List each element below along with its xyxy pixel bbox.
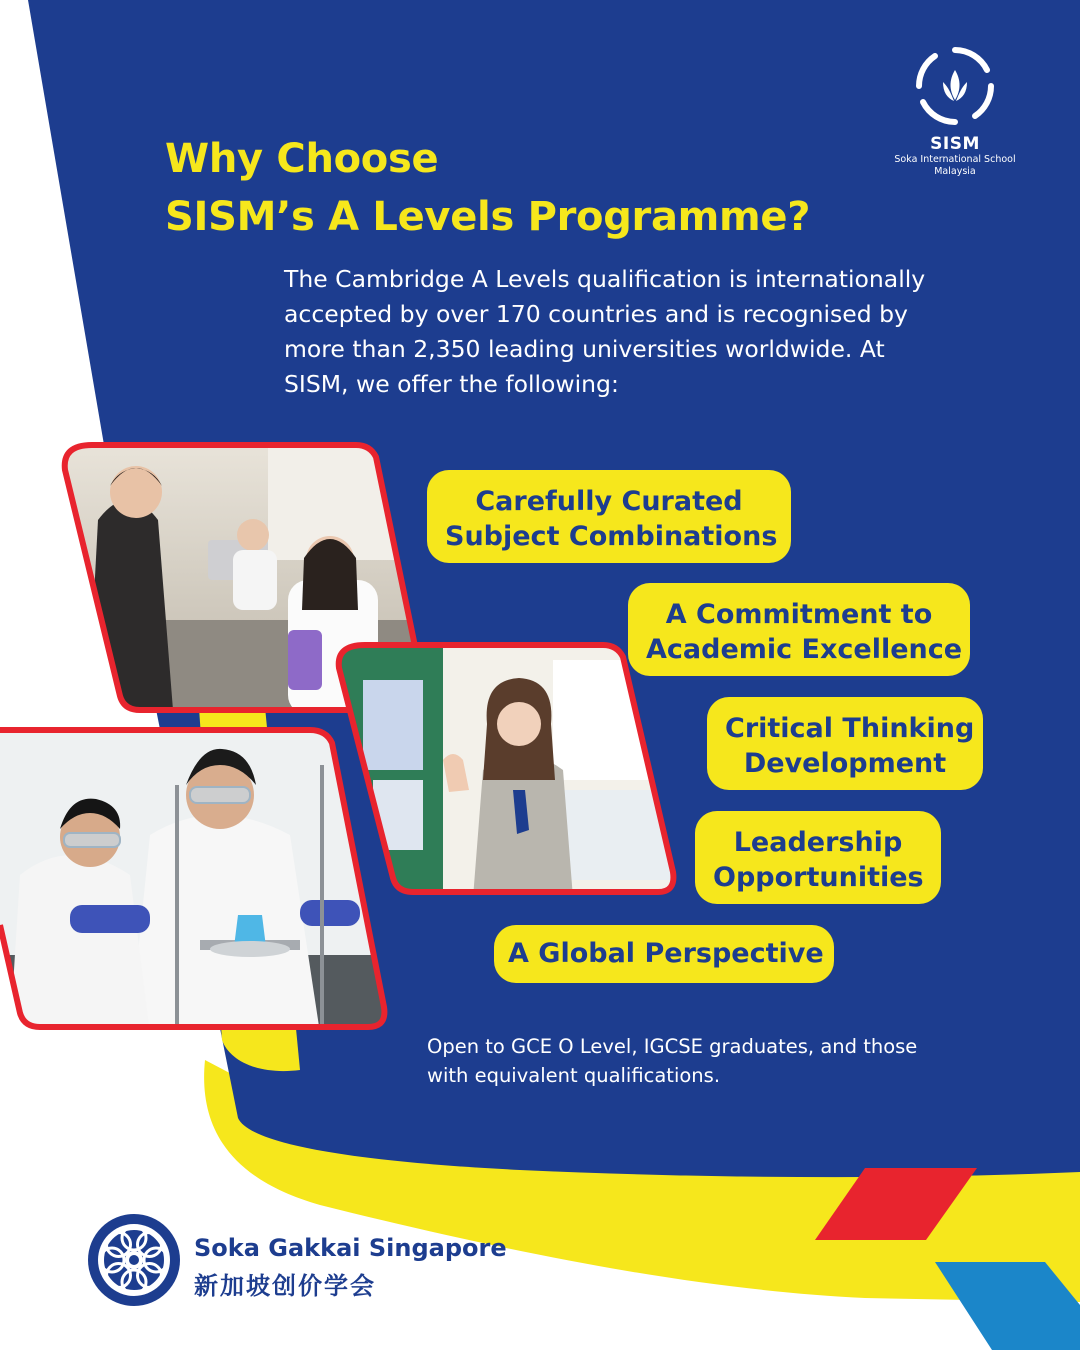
sism-logo-subtitle-2: Malaysia xyxy=(934,166,976,177)
soka-gakkai-name-zh: 新加坡创价学会 xyxy=(194,1272,376,1300)
sism-lotus-icon xyxy=(913,44,997,128)
feature-4-line-1: Leadership xyxy=(733,827,903,858)
title-line-2: SISM’s A Levels Programme? xyxy=(165,194,811,240)
soka-gakkai-emblem-icon xyxy=(86,1212,182,1308)
feature-pill-academic-excellence xyxy=(628,583,970,676)
feature-4-line-2: Opportunities xyxy=(713,862,924,893)
feature-2-line-2: Academic Excellence xyxy=(646,634,963,665)
sism-logo xyxy=(890,44,1020,178)
feature-pill-subject-combinations xyxy=(427,470,791,563)
feature-1-line-2: Subject Combinations xyxy=(445,521,778,552)
page-title xyxy=(165,130,810,246)
feature-pill-critical-thinking xyxy=(707,697,983,790)
eligibility-note: Open to GCE O Level, IGCSE graduates, and those with equivalent qualifications. xyxy=(427,1035,918,1087)
feature-pill-leadership xyxy=(695,811,941,904)
feature-3-line-1: Critical Thinking xyxy=(725,713,975,744)
feature-1-line-1: Carefully Curated xyxy=(475,486,743,517)
soka-gakkai-singapore-logo xyxy=(86,1212,506,1312)
sism-logo-subtitle-1: Soka International School xyxy=(894,154,1016,165)
feature-pill-global-perspective xyxy=(494,925,834,983)
feature-2-line-1: A Commitment to xyxy=(665,599,933,630)
feature-3-line-2: Development xyxy=(743,748,947,779)
lab-experiment-photo xyxy=(0,725,390,1033)
sism-logo-name: SISM xyxy=(930,134,980,154)
feature-5-line-1: A Global Perspective xyxy=(508,938,824,969)
title-line-1: Why Choose xyxy=(165,136,439,182)
soka-gakkai-name-en: Soka Gakkai Singapore xyxy=(194,1234,507,1262)
intro-text: The Cambridge A Levels qualification is internationally accepted by over 170 countries and is recognised by more than 2,350 leading universities worldwide. At SISM, we offer the following: xyxy=(284,265,926,398)
